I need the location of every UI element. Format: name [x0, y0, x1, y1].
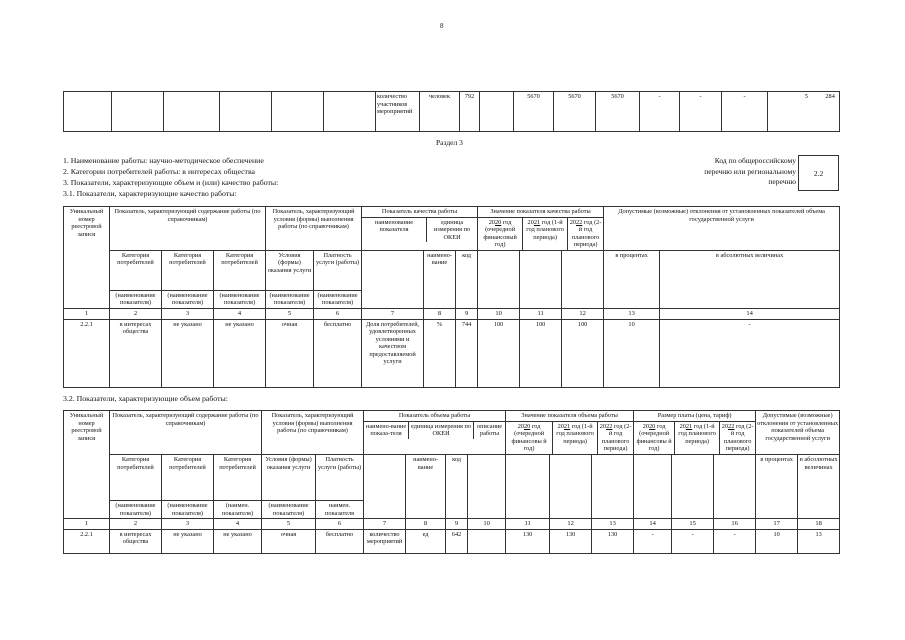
table-row	[64, 411, 840, 455]
v-num: 18	[798, 519, 840, 530]
v-num: 12	[550, 519, 592, 530]
v-num: 4	[214, 519, 262, 530]
v-row-c3: не указано	[214, 529, 262, 553]
indicators-title: 3. Показатели, характеризующие объем и (или) качество работы:	[63, 178, 279, 187]
q-pn4: (наименование показателя)	[266, 290, 314, 308]
v-num: 11	[506, 519, 550, 530]
top-v3: 5670	[596, 92, 640, 132]
code-label: Код по общероссийскому перечню или региональному перечню	[704, 156, 796, 186]
top-d2: -	[680, 92, 722, 132]
v-h-p1	[634, 422, 675, 454]
v-h-volume-label: Показатель объема работы	[364, 411, 505, 422]
q-num: 13	[604, 308, 660, 319]
v-h-y3	[598, 422, 633, 454]
top-d1: -	[640, 92, 680, 132]
v-num: 10	[468, 519, 506, 530]
q-row-pct: 10	[604, 319, 660, 387]
q-h-year1	[478, 218, 523, 250]
q-num: 2	[110, 308, 162, 319]
q-h-conditions: Показатель, характеризующий условия (формы) выполнения работы (по справочникам)	[266, 207, 362, 251]
v-y2-num: 21	[563, 422, 571, 430]
q-numbers-row	[64, 308, 840, 319]
v-p1-pre: 20	[642, 422, 650, 430]
v-y3-num: 22	[606, 422, 613, 430]
q-sub4: Условия (формы) оказания услуги	[266, 250, 314, 290]
v-h-content: Показатель, характеризующий содержание работы (по справочникам)	[110, 411, 262, 455]
q-pn1: (наименование показателя)	[110, 290, 162, 308]
q-h-years	[478, 218, 603, 250]
top-abs: 284	[825, 93, 835, 100]
q-h-quality	[362, 207, 478, 251]
q-num: 11	[520, 308, 562, 319]
top-pct-abs	[768, 92, 840, 132]
v-num: 5	[262, 519, 316, 530]
v-num: 2	[110, 519, 162, 530]
v-num: 1	[64, 519, 110, 530]
quality-table	[63, 206, 840, 388]
v-sub2: Категория потребителей	[162, 455, 214, 501]
v-h-conditions: Показатель, характеризующий условия (формы) выполнения работы (по справочникам)	[262, 411, 364, 455]
top-v1: 5670	[514, 92, 554, 132]
table-row	[64, 319, 840, 387]
v-num: 7	[364, 519, 406, 530]
v-pn1: (наименование показателя)	[110, 501, 162, 519]
v-row-c4: очная	[262, 529, 316, 553]
v-sub3: Категория потребителей	[214, 455, 262, 501]
q-y1-pre: 20	[488, 218, 495, 226]
q-h-deviation: Допустимые (возможные) отклонения от установленных показателей объема государственной услуги	[604, 207, 840, 251]
quality-title: 3.1. Показатели, характеризующие качество работы:	[63, 189, 237, 198]
q-y2-num: 21	[533, 218, 541, 226]
q-h-code: код	[456, 250, 478, 308]
q-num: 7	[362, 308, 424, 319]
v-p3-post: год (2-й год планового периода)	[723, 422, 754, 453]
volume-title: 3.2. Показатели, характеризующие объем работы:	[63, 394, 228, 403]
q-num: 6	[314, 308, 362, 319]
table-row	[64, 529, 840, 553]
code-box: 2.2	[798, 155, 839, 191]
v-num: 13	[592, 519, 634, 530]
v-y1-post: год (очередной финансовы й год)	[511, 422, 547, 453]
v-p1-num: 20	[649, 422, 656, 430]
v-row-p3: -	[714, 529, 756, 553]
v-pn5: наимен. показателя	[316, 501, 364, 519]
q-row-c4: очная	[266, 319, 314, 387]
v-row-code: 642	[446, 529, 468, 553]
v-h-value-label: Значение показателя объема работы	[506, 411, 633, 422]
v-h-unit-name: наимено-вание	[406, 455, 446, 519]
v-num: 17	[756, 519, 798, 530]
v-h-abs: в абсолютных величинах	[798, 455, 840, 519]
table-row	[64, 250, 840, 290]
top-table-fragment	[63, 91, 840, 132]
q-h-pct: в процентах	[604, 250, 660, 308]
v-num: 8	[406, 519, 446, 530]
v-row-p2: -	[672, 529, 714, 553]
q-row-abs: -	[660, 319, 840, 387]
q-num: 9	[456, 308, 478, 319]
q-h-year2	[523, 218, 568, 250]
v-row-v1: 130	[506, 529, 550, 553]
q-sub5: Платность услуги (работы)	[314, 250, 362, 290]
top-name: количество участников мероприятий	[376, 92, 420, 132]
v-num: 6	[316, 519, 364, 530]
v-p2-post: год (1-й год планового периода)	[678, 422, 716, 445]
v-h-pct: в процентах	[756, 455, 798, 519]
table-row	[64, 92, 840, 132]
q-y2-pre: 20	[527, 218, 534, 226]
q-h-value	[478, 207, 604, 251]
work-name: 1. Наименование работы: научно-методическое обеспечение	[63, 156, 264, 165]
q-row-v1: 100	[478, 319, 520, 387]
top-v2: 5670	[554, 92, 596, 132]
v-numbers-row	[64, 519, 840, 530]
v-num: 16	[714, 519, 756, 530]
q-num: 12	[562, 308, 604, 319]
q-y3-num: 22	[576, 218, 583, 226]
q-y1-num: 20	[494, 218, 502, 226]
v-h-volume-sub	[364, 422, 505, 439]
v-h-volume	[364, 411, 506, 455]
page-number: 8	[440, 22, 444, 30]
top-pct: 5	[804, 93, 809, 100]
v-h-price	[634, 411, 756, 455]
v-row-id: 2.2.1	[64, 529, 110, 553]
v-y3-post: год (2-й год планового периода)	[601, 422, 632, 453]
v-h-desc: описание работы	[477, 422, 503, 438]
v-row-c2: не указано	[162, 529, 214, 553]
v-sub5: Платность услуги (работы)	[316, 455, 364, 501]
q-pn5: (наименование показателя)	[314, 290, 362, 308]
v-row-pct: 10	[756, 529, 798, 553]
v-row-desc	[468, 529, 506, 553]
q-row-c3: не указано	[214, 319, 266, 387]
v-pn2: (наименование показателя)	[162, 501, 214, 519]
v-h-p2	[675, 422, 720, 454]
v-num: 9	[446, 519, 468, 530]
v-num: 3	[162, 519, 214, 530]
q-row-c1: в интересах общества	[110, 319, 162, 387]
v-h-years	[506, 422, 633, 454]
q-row-v3: 100	[562, 319, 604, 387]
v-h-price-label: Размер платы (цена, тариф)	[634, 411, 755, 422]
q-h-abs: в абсолютных величинах	[660, 250, 840, 308]
q-pn2: (наименование показателя)	[162, 290, 214, 308]
v-row-abs: 13	[798, 529, 840, 553]
v-sub1: Категория потребителей	[110, 455, 162, 501]
q-sub2: Категория потребителей	[162, 250, 214, 290]
q-num: 3	[162, 308, 214, 319]
q-row-c2: не указано	[162, 319, 214, 387]
v-y1-num: 20	[524, 422, 531, 430]
consumer-category: 2. Категории потребителей работы: в интересах общества	[63, 167, 256, 176]
q-h-content: Показатель, характеризующий содержание работы (по справочникам)	[110, 207, 266, 251]
q-num: 4	[214, 308, 266, 319]
q-num: 14	[660, 308, 840, 319]
top-d3: -	[722, 92, 768, 132]
v-sub4: Условия (формы) оказания услуги	[262, 455, 316, 501]
top-unit: человек	[420, 92, 460, 132]
v-p1-post: год (очередной финансовы й год)	[636, 422, 672, 453]
v-p3-num: 22	[728, 422, 735, 430]
q-num: 8	[424, 308, 456, 319]
top-code: 792	[460, 92, 480, 132]
v-num: 14	[634, 519, 672, 530]
v-row-name: количество мероприятий	[364, 529, 406, 553]
q-h-unit-name: наимено-вание	[424, 250, 456, 308]
q-row-c5: бесплатно	[314, 319, 362, 387]
table-row	[64, 455, 840, 501]
q-row-name: Доля потребителей, удовлетворенных условиями и качеством предоставляемой услуги	[362, 319, 424, 387]
v-y1-pre: 20	[517, 422, 524, 430]
q-sub1: Категория потребителей	[110, 250, 162, 290]
q-h-unit: единица измерения по ОКЕИ	[433, 218, 471, 241]
v-row-v3: 130	[592, 529, 634, 553]
v-h-unit: единица измерения по ОКЕИ	[409, 422, 474, 439]
q-y1-post: год (очередной финансовый год)	[483, 218, 517, 249]
q-num: 10	[478, 308, 520, 319]
q-h-unique: Уникальный номер реестровой записи	[64, 207, 110, 309]
v-h-y2	[553, 422, 598, 454]
q-row-unit: %	[424, 319, 456, 387]
v-pn4: (наименование показателя)	[262, 501, 316, 519]
v-y2-pre: 20	[557, 422, 564, 430]
v-h-p3	[720, 422, 755, 454]
q-pn3: (наименование показателя)	[214, 290, 266, 308]
v-p2-pre: 20	[679, 422, 686, 430]
v-num: 15	[672, 519, 714, 530]
v-row-v2: 130	[550, 529, 592, 553]
q-h-value-label: Значение показателя качества работы	[478, 207, 603, 218]
v-pn3: (наимен. показателя)	[214, 501, 262, 519]
v-h-unique: Уникальный номер реестровой записи	[64, 411, 110, 519]
v-h-value	[506, 411, 634, 455]
q-h-name: наименование показателя	[362, 218, 427, 243]
v-row-p1: -	[634, 529, 672, 553]
q-y3-post: год (2-й год планового периода)	[571, 218, 602, 249]
q-num: 5	[266, 308, 314, 319]
table-row	[64, 207, 840, 251]
v-p3-pre: 20	[721, 422, 729, 430]
q-y2-post: год (1-й год планового периода)	[526, 218, 564, 241]
q-sub3: Категория потребителей	[214, 250, 266, 290]
v-y2-post: год (1-й год планового периода)	[556, 422, 594, 445]
v-p2-num: 21	[685, 422, 693, 430]
v-h-code: код	[446, 455, 468, 519]
v-h-y1	[506, 422, 553, 454]
q-row-v2: 100	[520, 319, 562, 387]
v-row-c5: бесплатно	[316, 529, 364, 553]
v-y3-pre: 20	[599, 422, 607, 430]
v-h-name: наимено-вание показа-теля	[364, 422, 409, 439]
q-row-code: 744	[456, 319, 478, 387]
q-row-id: 2.2.1	[64, 319, 110, 387]
v-row-unit: ед	[406, 529, 446, 553]
q-h-quality-sub	[362, 218, 477, 243]
v-h-price-years	[634, 422, 755, 454]
section-title: Раздел 3	[436, 138, 463, 147]
v-h-deviation: Допустимые (возможные) отклонения от установленных показателей объема государственной услуги	[756, 411, 840, 455]
q-y3-pre: 20	[569, 218, 577, 226]
q-h-quality-label: Показатель качества работы	[362, 207, 477, 218]
volume-table	[63, 410, 840, 554]
q-num: 1	[64, 308, 110, 319]
q-h-year3	[568, 218, 603, 250]
v-row-c1: в интересах общества	[110, 529, 162, 553]
